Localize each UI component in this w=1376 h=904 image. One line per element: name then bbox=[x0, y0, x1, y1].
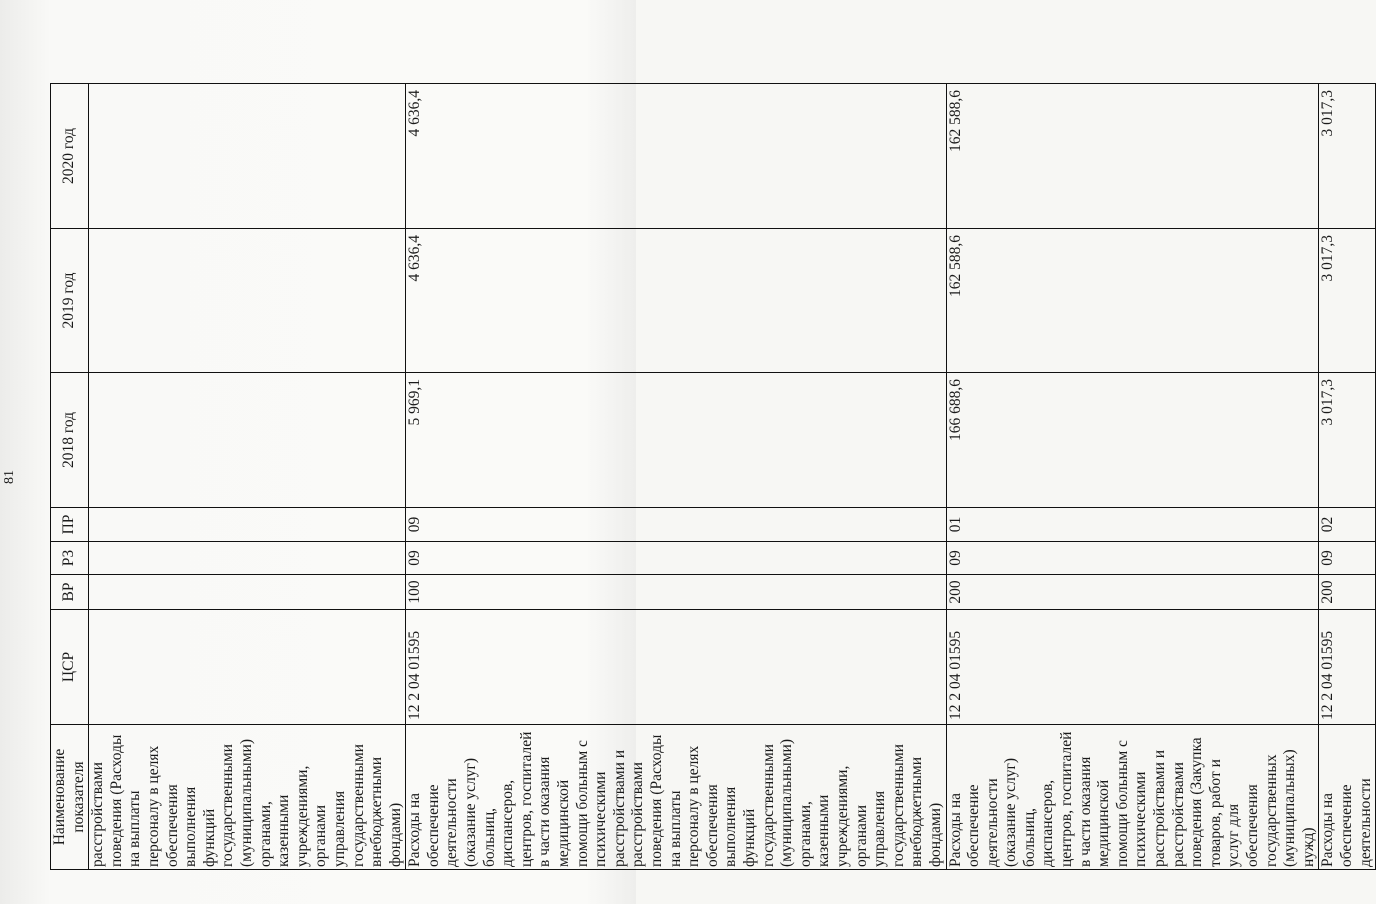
row-2018: 3 017,3 bbox=[1319, 373, 1376, 508]
row-name: Расходы на обеспечение деятельности (оказание услуг) больниц, диспансеров, центров, госпиталей в части оказания медицинской помощи больным с психическими расстройствами и расстройствами поведения (Расходы на выплаты персоналу в целях обеспечения выполнения функций государственными (муниципальными) органами, казенными учреждениями, органами управления государственными внебюджетными фондами) bbox=[406, 725, 946, 870]
table-row bbox=[1319, 84, 1376, 870]
row-vr: 200 bbox=[946, 575, 1319, 610]
header-pr: ПР bbox=[51, 508, 89, 542]
table-header-row bbox=[51, 84, 89, 870]
row-2020: 3 017,3 bbox=[1319, 84, 1376, 229]
row-2018: 5 969,1 bbox=[406, 373, 946, 508]
row-2019: 3 017,3 bbox=[1319, 229, 1376, 373]
row-2019 bbox=[89, 229, 406, 373]
rotated-page bbox=[2, 84, 1374, 870]
row-2018: 166 688,6 bbox=[946, 373, 1319, 508]
row-name: Расходы на обеспечение деятельности bbox=[1319, 725, 1376, 870]
row-name: расстройствами поведения (Расходы на выплаты персоналу в целях обеспечения выполнения функций государственными (муниципальными) органами, казенными учреждениями, органами управления государственными внебюджетными фондами) bbox=[89, 725, 406, 870]
row-csr: 12 2 04 01595 bbox=[1319, 610, 1376, 725]
row-rz: 09 bbox=[406, 542, 946, 575]
row-pr bbox=[89, 508, 406, 542]
page-number: 81 bbox=[2, 470, 17, 484]
row-pr: 01 bbox=[946, 508, 1319, 542]
header-vr: ВР bbox=[51, 575, 89, 610]
row-pr: 02 bbox=[1319, 508, 1376, 542]
row-2020: 162 588,6 bbox=[946, 84, 1319, 229]
header-name: Наименование показателя bbox=[51, 725, 89, 870]
row-2019: 162 588,6 bbox=[946, 229, 1319, 373]
row-rz bbox=[89, 542, 406, 575]
row-rz: 09 bbox=[946, 542, 1319, 575]
row-2018 bbox=[89, 373, 406, 508]
header-2018: 2018 год bbox=[51, 373, 89, 508]
row-2020 bbox=[89, 84, 406, 229]
row-csr bbox=[89, 610, 406, 725]
header-2019: 2019 год bbox=[51, 229, 89, 373]
row-2019: 4 636,4 bbox=[406, 229, 946, 373]
header-csr: ЦСР bbox=[51, 610, 89, 725]
row-rz: 09 bbox=[1319, 542, 1376, 575]
row-vr: 200 bbox=[1319, 575, 1376, 610]
table-row bbox=[89, 84, 406, 870]
budget-table bbox=[50, 83, 1376, 870]
header-2020: 2020 год bbox=[51, 84, 89, 229]
row-pr: 09 bbox=[406, 508, 946, 542]
row-vr: 100 bbox=[406, 575, 946, 610]
header-rz: РЗ bbox=[51, 542, 89, 575]
table-row bbox=[406, 84, 946, 870]
row-csr: 12 2 04 01595 bbox=[406, 610, 946, 725]
row-2020: 4 636,4 bbox=[406, 84, 946, 229]
row-csr: 12 2 04 01595 bbox=[946, 610, 1319, 725]
row-name: Расходы на обеспечение деятельности (оказание услуг) больниц, диспансеров, центров, госпиталей в части оказания медицинской помощи больным с психическими расстройствами и расстройствами поведения (Закупка товаров, работ и услуг для обеспечения государственных (муниципальных) нужд) bbox=[946, 725, 1319, 870]
table-row bbox=[946, 84, 1319, 870]
row-vr bbox=[89, 575, 406, 610]
